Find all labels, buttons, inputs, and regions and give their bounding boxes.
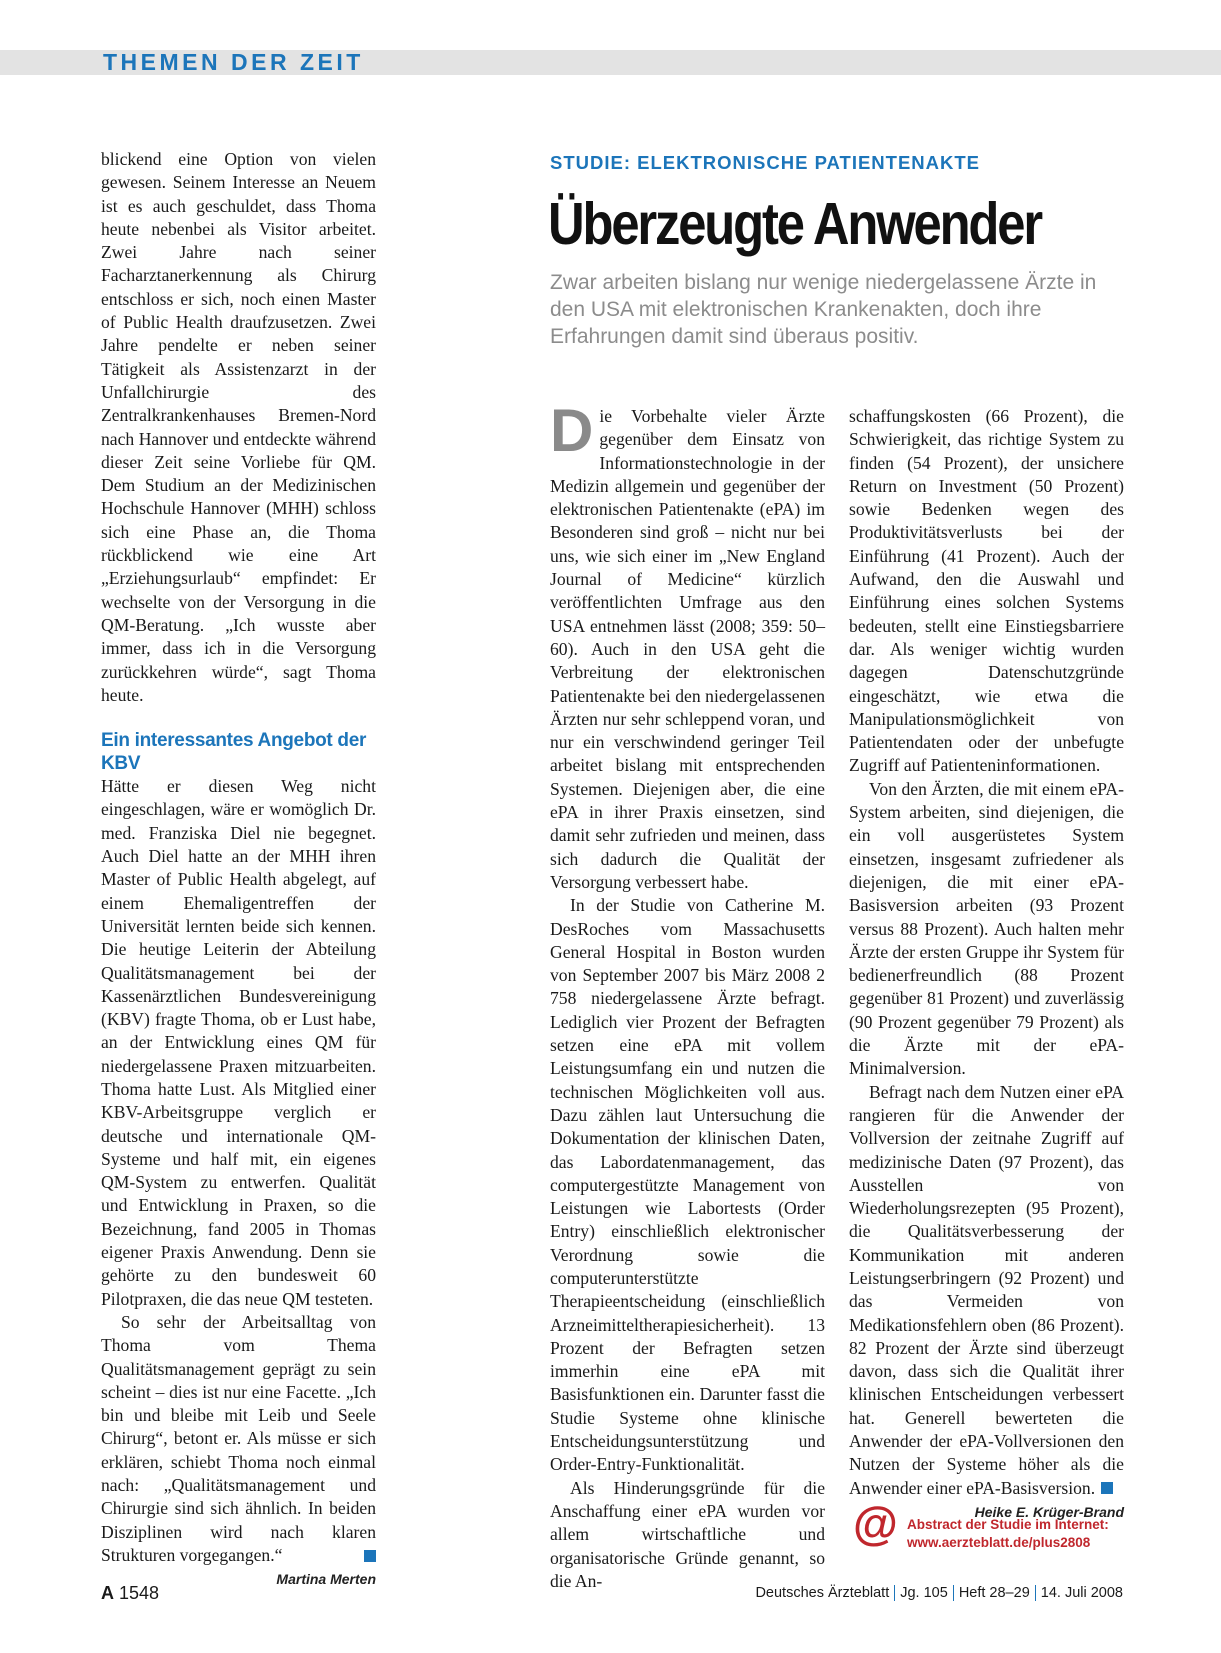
right-paragraph-1: schaffungskosten (66 Prozent), die Schwierigkeit, das richtige System zu finden (54 Prozent), der unsichere Return on Investment (50 Prozent) sowie Bedenken wegen des Produktivitätsverlusts bei der Einführung (41 Prozent). Auch der Aufwand, den die Auswahl und Einführung eines solchen Systems bedeuten, stellt eine Einstiegsbarriere dar. Als weniger wichtig wurden dagegen Datenschutzgründe eingeschätzt, wie etwa die Manipulationsmöglichkeit von Patientendaten oder der unbefugte Zugriff auf Patienteninformationen. xyxy=(849,406,1124,776)
left-paragraph-3-text: So sehr der Arbeitsalltag von Thoma vom Thema Qualitätsmanagement geprägt zu sein scheint – dies ist nur eine Facette. „Ich bin und bleibe mit Leib und Seele Chirurg“, betont er. Als müsse er sich erklären, schiebt Thoma noch einmal nach: „Qualitätsmanagement und Chirurgie sind sich ähnlich. In beiden Disziplinen wird nach klaren Strukturen vorgegangen.“ xyxy=(101,1311,376,1565)
footer-date: 14. Juli 2008 xyxy=(1040,1585,1123,1601)
footer-separator xyxy=(894,1585,895,1601)
page-number xyxy=(101,1583,159,1604)
web-note-text xyxy=(907,1516,1109,1552)
article-kicker: STUDIE: ELEKTRONISCHE PATIENTENAKTE xyxy=(550,152,981,173)
right-paragraph-3-text: Befragt nach dem Nutzen einer ePA rangieren für die Anwender der Vollversion der zeitnahe Zugriff auf medizinische Daten (97 Prozent), das Ausstellen von Wiederholungsrezepten (95 Prozent), die Qualitätsverbesserung der Kommunikation mit anderen Leistungserbringern (92 Prozent) und das Vermeiden von Medikationsfehlern oben (86 Prozent). 82 Prozent der Ärzte sind überzeugt davon, dass sich die Qualität ihrer klinischen Entscheidungen verbessert hat. Generell bewerteten die Anwender der ePA-Vollversionen den Nutzen der Systeme höher als die Anwender einer ePA-Basisversion. xyxy=(849,1081,1124,1498)
footer-separator xyxy=(1035,1585,1036,1601)
footer-volume: Jg. 105 xyxy=(900,1585,948,1601)
web-note xyxy=(853,1497,1133,1560)
footer-journal: Deutsches Ärzteblatt xyxy=(755,1585,890,1601)
right-paragraph-2: Von den Ärzten, die mit einem ePA-System arbeiten, sind diejenigen, die ein voll ausgerüstetes System einsetzen, insgesamt zufriedener als diejenigen, die mit einer ePA-Basisversion arbeiten (93 Prozent versus 88 Prozent). Auch halten mehr Ärzte der ersten Gruppe ihr System für bedienerfreundlich (88 Prozent gegenüber 81 Prozent) und zuverlässig (90 Prozent gegenüber 79 Prozent) als die Ärzte mit der ePA-Minimalversion. xyxy=(849,778,1124,1079)
middle-column xyxy=(550,397,825,1593)
web-note-label: Abstract der Studie im Internet: xyxy=(907,1517,1109,1532)
left-paragraph-3 xyxy=(101,1311,376,1567)
end-of-article-square-icon xyxy=(1101,1482,1113,1494)
dropcap: D xyxy=(550,397,594,464)
page-prefix: A xyxy=(101,1583,114,1603)
right-paragraph-3 xyxy=(849,1081,1124,1500)
left-subheading: Ein interessantes Angebot der KBV xyxy=(101,730,367,775)
footer-issue: Heft 28–29 xyxy=(958,1585,1030,1601)
footer-citation xyxy=(755,1585,1123,1601)
end-of-article-square-icon xyxy=(364,1550,376,1562)
mid-paragraph-1-text: ie Vorbehalte vieler Ärzte gegenüber dem Einsatz von Informationstechnologie in der Medizin allgemein und gegenüber der elektronischen Patientenakte (ePA) im Besonderen sind groß – nicht nur bei uns, wie sich einer im „New England Journal of Medicine“ kürzlich veröffentlichten Umfrage aus den USA entnehmen lässt (2008; 359: 50–60). Auch in den USA geht die Verbreitung der elektronischen Patientenakte bei den niedergelassenen Ärzten nur sehr schleppend voran, und nur ein verschwindend geringer Teil arbeitet bislang mit entsprechenden Systemen. Diejenigen aber, die eine ePA in ihrer Praxis einsetzen, sind damit sehr zufrieden und meinen, dass sich dadurch die Qualität der Versorgung verbessert habe. xyxy=(550,406,825,892)
left-paragraph-1: blickend eine Option von vielen gewesen. Seinem Interesse an Neuem ist es auch geschuldet, dass Thoma heute nebenbei als Visitor arbeitet. Zwei Jahre nach seiner Facharztanerkennung als Chirurg entschloss er sich, noch einen Master of Public Health draufzusetzen. Zwei Jahre pendelte er neben seiner Tätigkeit als Assistenzarzt in der Unfallchirurgie des Zentralkrankenhauses Bremen-Nord nach Hannover und entdeckte während dieser Zeit seine Vorliebe für QM. Dem Studium an der Medizinischen Hochschule Hannover (MHH) schloss sich eine Phase an, die Thoma rückblickend wie eine Art „Erziehungsurlaub“ empfindet: Er wechselte von der Versorgung in die QM-Beratung. „Ich wusste aber immer, dass ich in die Versorgung zurückkehren würde“, sagt Thoma heute. xyxy=(101,149,376,705)
left-column xyxy=(101,148,376,1592)
section-label: THEMEN DER ZEIT xyxy=(103,49,364,75)
web-note-url[interactable]: www.aerzteblatt.de/plus2808 xyxy=(907,1535,1091,1550)
article-lead: Zwar arbeiten bislang nur wenige niedergelassene Ärzte in den USA mit elektronischen Krankenakten, doch ihre Erfahrungen damit sind überaus positiv. xyxy=(550,271,1097,348)
left-paragraph-2: Hätte er diesen Weg nicht eingeschlagen, wäre er womöglich Dr. med. Franziska Diel nie begegnet. Auch Diel hatte an der MHH ihren Master of Public Health abgelegt, auf einem Ehemaligentreffen der Universität lernten beide sich kennen. Die heutige Leiterin der Abteilung Qualitätsmanagement bei der Kassenärztlichen Bundesvereinigung (KBV) fragte Thoma, ob er Lust habe, an der Entwicklung eines QM für niedergelassene Praxen mitzuarbeiten. Thoma hatte Lust. Als Mitglied einer KBV-Arbeitsgruppe verglich er deutsche und internationale QM-Systeme und half mit, ein eigenes QM-System zu entwerfen. Qualität und Entwicklung in Praxen, so die Bezeichnung, fand 2005 in Thomas eigener Praxis Anwendung. Denn sie gehörte zu den bundesweit 60 Pilotpraxen, die das neue QM testeten. xyxy=(101,776,376,1309)
article-headline: Überzeugte Anwender xyxy=(548,191,1041,257)
article-author: Heike E. Krüger-Brand xyxy=(974,1503,1124,1520)
left-author: Martina Merten xyxy=(276,1571,376,1588)
footer-separator xyxy=(953,1585,954,1601)
at-sign-icon: @ xyxy=(853,1497,898,1549)
mid-paragraph-2: In der Studie von Catherine M. DesRoches vom Massachusetts General Hospital in Boston wurden von September 2007 bis März 2008 2 758 niedergelassene Ärzte befragt. Lediglich vier Prozent der Befragten setzen eine ePA mit vollem Leistungsumfang ein und nutzen die technischen Möglichkeiten voll aus. Dazu zählen laut Untersuchung die Dokumentation der klinischen Daten, das Labordatenmanagement, das computergestützte Management von Leistungen wie Labortests (Order Entry) einschließlich elektronischer Verordnung sowie die computerunterstützte Therapieentscheidung (einschließlich Arzneimitteltherapiesicherheit). 13 Prozent der Befragten setzen immerhin eine ePA mit Basisfunktionen ein. Darunter fasst die Studie Systeme ohne klinische Entscheidungsunterstützung und Order-Entry-Funktionalität. xyxy=(550,895,825,1475)
right-column xyxy=(849,405,1124,1524)
mid-paragraph-3: Als Hinderungsgründe für die Anschaffung einer ePA wurden vor allem wirtschaftliche und organisatorische Gründe genannt, so die An- xyxy=(550,1477,825,1591)
page-number-value: 1548 xyxy=(119,1583,160,1603)
mid-paragraph-1 xyxy=(550,397,825,894)
